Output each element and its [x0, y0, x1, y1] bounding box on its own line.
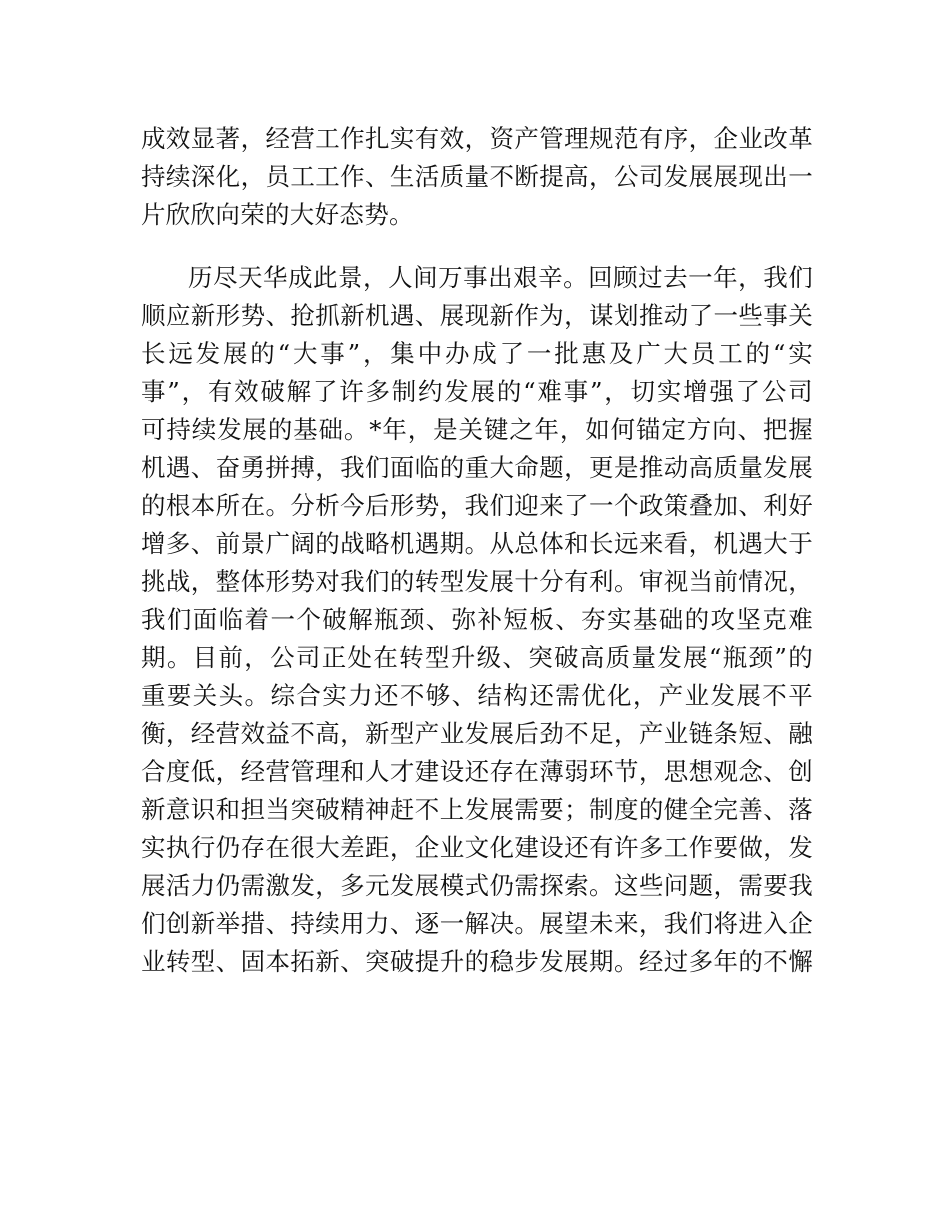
paragraph-line: 期。目前，公司正处在转型升级、突破高质量发展“瓶颈”的: [141, 643, 813, 672]
paragraph-line: 长远发展的“大事”，集中办成了一批惠及广大员工的“实: [141, 339, 813, 368]
paragraph-line: 新意识和担当突破精神赶不上发展需要；制度的健全完善、落: [141, 795, 813, 824]
paragraph-line: 展活力仍需激发，多元发展模式仍需探索。这些问题，需要我: [141, 871, 813, 900]
paragraph-line: 的根本所在。分析今后形势，我们迎来了一个政策叠加、利好: [141, 491, 813, 520]
paragraph-line: 增多、前景广阔的战略机遇期。从总体和长远来看，机遇大于: [141, 529, 813, 558]
paragraph-line: 重要关头。综合实力还不够、结构还需优化，产业发展不平: [141, 681, 813, 710]
paragraph-line: 衡，经营效益不高，新型产业发展后劲不足，产业链条短、融: [141, 719, 813, 748]
paragraph-line: 业转型、固本拓新、突破提升的稳步发展期。经过多年的不懈: [141, 947, 813, 976]
paragraph-line: 历尽天华成此景，人间万事出艰辛。回顾过去一年，我们: [188, 263, 813, 292]
paragraph-line: 顺应新形势、抢抓新机遇、展现新作为，谋划推动了一些事关: [141, 301, 813, 330]
paragraph-line: 们创新举措、持续用力、逐一解决。展望未来，我们将进入企: [141, 909, 813, 938]
paragraph-line: 挑战，整体形势对我们的转型发展十分有利。审视当前情况，: [141, 567, 813, 596]
paragraph-line: 机遇、奋勇拼搏，我们面临的重大命题，更是推动高质量发展: [141, 453, 813, 482]
paragraph-line: 合度低，经营管理和人才建设还存在薄弱环节，思想观念、创: [141, 757, 813, 786]
paragraph-line: 我们面临着一个破解瓶颈、弥补短板、夯实基础的攻坚克难: [141, 605, 813, 634]
paragraph-line: 持续深化，员工工作、生活质量不断提高，公司发展展现出一: [141, 162, 813, 191]
paragraph-2: [141, 259, 813, 981]
paragraph-line: 可持续发展的基础。*年，是关键之年，如何锚定方向、把握: [141, 415, 813, 444]
paragraph-line: 事”，有效破解了许多制约发展的“难事”，切实增强了公司: [141, 377, 813, 406]
paragraph-line: 片欣欣向荣的大好态势。: [141, 200, 414, 229]
paragraph-1: [141, 120, 813, 234]
paragraph-line: 成效显著，经营工作扎实有效，资产管理规范有序，企业改革: [141, 124, 813, 153]
paragraph-line: 实执行仍存在很大差距，企业文化建设还有许多工作要做，发: [141, 833, 813, 862]
